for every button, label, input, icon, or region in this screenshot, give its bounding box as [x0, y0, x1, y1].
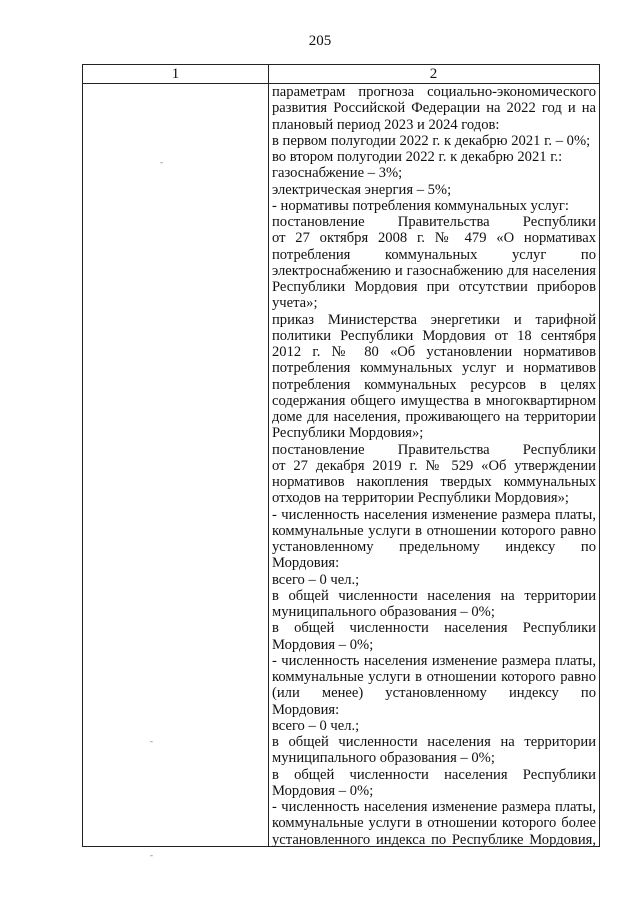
text-line: в первом полугодии 2022 г. к декабрю 2021 г. – 0%;: [272, 132, 591, 149]
text-line: во втором полугодии 2022 г. к декабрю 2021 г.:: [272, 149, 563, 165]
text-line: коммунальные услуги в отношении которого равно: [272, 522, 596, 539]
text-line: постановление Правительства Республики: [272, 441, 596, 458]
text-line: потребления коммунальных ресурсов в целях: [272, 376, 596, 393]
text-line: потребления коммунальных услуг по: [272, 246, 596, 263]
text-line: муниципального образования – 0%;: [272, 750, 495, 767]
text-line: нормативов накопления твердых коммунальных: [272, 474, 596, 490]
text-line: потребления коммунальных услуг и нормативов: [272, 360, 596, 377]
text-line: Мордовия:: [272, 555, 340, 572]
document-table: [82, 64, 600, 847]
text-line: коммунальные услуги в отношении которого более: [272, 815, 596, 832]
text-line: - численность населения изменение размера платы,: [272, 652, 596, 669]
text-line: в общей численности населения на территории: [272, 587, 596, 604]
text-line: содержания общего имущества в многоквартирном: [272, 392, 596, 409]
text-line: Мордовия – 0%;: [272, 782, 374, 799]
text-line: электрическая энергия – 5%;: [272, 181, 452, 198]
scan-speck: -: [150, 850, 153, 860]
text-line: газоснабжение – 3%;: [272, 165, 403, 182]
text-line: Мордовия – 0%;: [272, 636, 374, 653]
column-header-1: 1: [171, 66, 180, 82]
text-line: Мордовия:: [272, 701, 340, 718]
page-number: 205: [308, 33, 332, 49]
text-line: - численность населения изменение размера платы,: [272, 506, 596, 523]
text-line: - нормативы потребления коммунальных услуг:: [272, 197, 569, 214]
text-line: 2012 г. № 80 «Об установлении нормативов: [272, 344, 596, 360]
column-2-text: [272, 84, 596, 848]
text-line: в общей численности населения Республики: [272, 620, 596, 637]
text-line: от 27 октября 2008 г. № 479 «О нормативах: [272, 230, 596, 247]
scan-speck: -: [160, 157, 163, 167]
text-line: от 27 декабря 2019 г. № 529 «Об утверждении: [272, 457, 596, 474]
column-divider: [268, 65, 269, 846]
table-header-row: [83, 65, 599, 84]
text-line: электроснабжению и газоснабжению для населения: [272, 262, 596, 279]
text-line: в общей численности населения на территории: [272, 734, 596, 750]
text-line: установленному предельному индексу по: [272, 539, 596, 555]
text-line: - численность населения изменение размера платы,: [272, 799, 596, 815]
text-line: отходов на территории Республики Мордовия»;: [272, 490, 569, 507]
text-line: доме для населения, проживающего на территории: [272, 409, 596, 425]
text-line: плановый период 2023 и 2024 годов:: [272, 116, 500, 133]
text-line: приказ Министерства энергетики и тарифной: [272, 311, 596, 328]
text-line: коммунальные услуги в отношении которого равно: [272, 669, 596, 685]
scan-speck: -: [150, 736, 153, 746]
text-line: развития Российской Федерации на 2022 год и на: [272, 100, 596, 117]
text-line: всего – 0 чел.;: [272, 571, 360, 588]
text-line: всего – 0 чел.;: [272, 717, 360, 734]
text-line: Республики Мордовия при отсутствии приборов: [272, 279, 596, 295]
text-line: в общей численности населения Республики: [272, 766, 596, 783]
text-line: политики Республики Мордовия от 18 сентября: [272, 327, 596, 344]
text-line: постановление Правительства Республики: [272, 214, 596, 230]
text-line: учета»;: [272, 295, 318, 312]
text-line: параметрам прогноза социально-экономического: [272, 84, 596, 100]
text-line: Республики Мордовия»;: [272, 425, 424, 442]
text-line: установленного индекса по Республике Мордовия,: [272, 831, 596, 848]
text-line: (или менее) установленному индексу по: [272, 685, 596, 702]
column-header-2: 2: [429, 66, 438, 82]
text-line: муниципального образования – 0%;: [272, 604, 495, 620]
